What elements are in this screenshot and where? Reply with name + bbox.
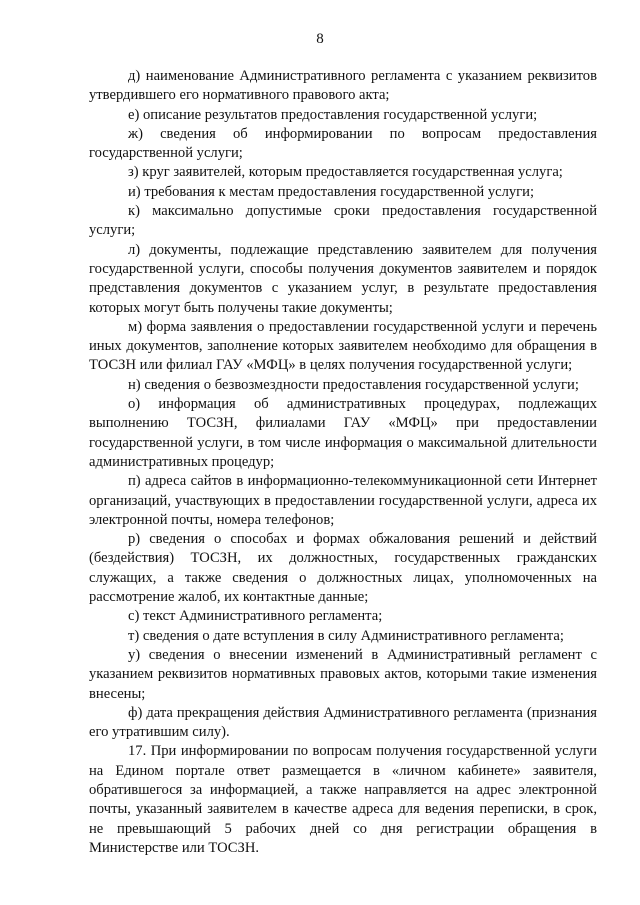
paragraph-p: п) адреса сайтов в информационно-телекоммуникационной сети Интернет организаций, участвующих в предоставлении государственной услуги, адреса их электронной почты, номера телефонов; [89,473,597,528]
page-number: 8 [316,31,324,47]
paragraph-u: у) сведения о внесении изменений в Административный регламент с указанием реквизитов нормативных правовых актов, которыми такие изменения внесены; [89,646,597,702]
paragraph-l: л) документы, подлежащие представлению заявителем для получения государственной услуги, способы получения документов заявителем и порядок представления документов с указанием услуг, в результате предоставления которых могут быть получены такие документы; [89,241,597,316]
paragraph-n: н) сведения о безвозмездности предоставления государственной услуги; [128,376,579,393]
paragraph-d: д) наименование Административного регламента с указанием реквизитов утвердившего его нормативного правового акта; [89,68,597,104]
paragraph-f: ф) дата прекращения действия Административного регламента (признания его утратившим силу). [89,704,597,741]
paragraph-i: и) требования к местам предоставления государственной услуги; [128,183,535,200]
paragraph-zh: ж) сведения об информировании по вопросам предоставления государственной услуги; [89,125,597,162]
paragraph-o: о) информация об административных процедурах, подлежащих выполнению ТОСЗН, филиалами ГАУ «МФЦ» при предоставлении государственной услуги, в том числе информация о максимальной длительности административных процедур; [89,396,597,470]
paragraph-t: т) сведения о дате вступления в силу Административного регламента; [128,627,564,644]
paragraph-e: е) описание результатов предоставления государственной услуги; [128,106,538,123]
document-body [89,67,597,858]
paragraph-17: 17. При информировании по вопросам получения государственной услуги на Едином портале ответ размещается в «личном кабинете» заявителя, обратившегося за информацией, а также направляется на адрес электронной почты, указанный заявителем в качестве адреса для ведения переписки, в срок, не превышающий 5 рабочих дней со дня регистрации обращения в Министерстве или ТОСЗН. [89,743,597,856]
paragraph-z: з) круг заявителей, которым предоставляется государственная услуга; [128,164,563,181]
paragraph-m: м) форма заявления о предоставлении государственной услуги и перечень иных документов, заполнение которых заявителем необходимо для обращения в ТОСЗН или филиал ГАУ «МФЦ» в целях получения государственной услуги; [89,318,597,374]
paragraph-k: к) максимально допустимые сроки предоставления государственной услуги; [89,203,597,239]
paragraph-s: с) текст Административного регламента; [128,608,383,625]
paragraph-r: р) сведения о способах и формах обжалования решений и действий (бездействия) ТОСЗН, их должностных, государственных гражданских служащих, а также сведения о должностных лицах, уполномоченных на рассмотрение жалоб, их контактные данные; [89,531,597,606]
